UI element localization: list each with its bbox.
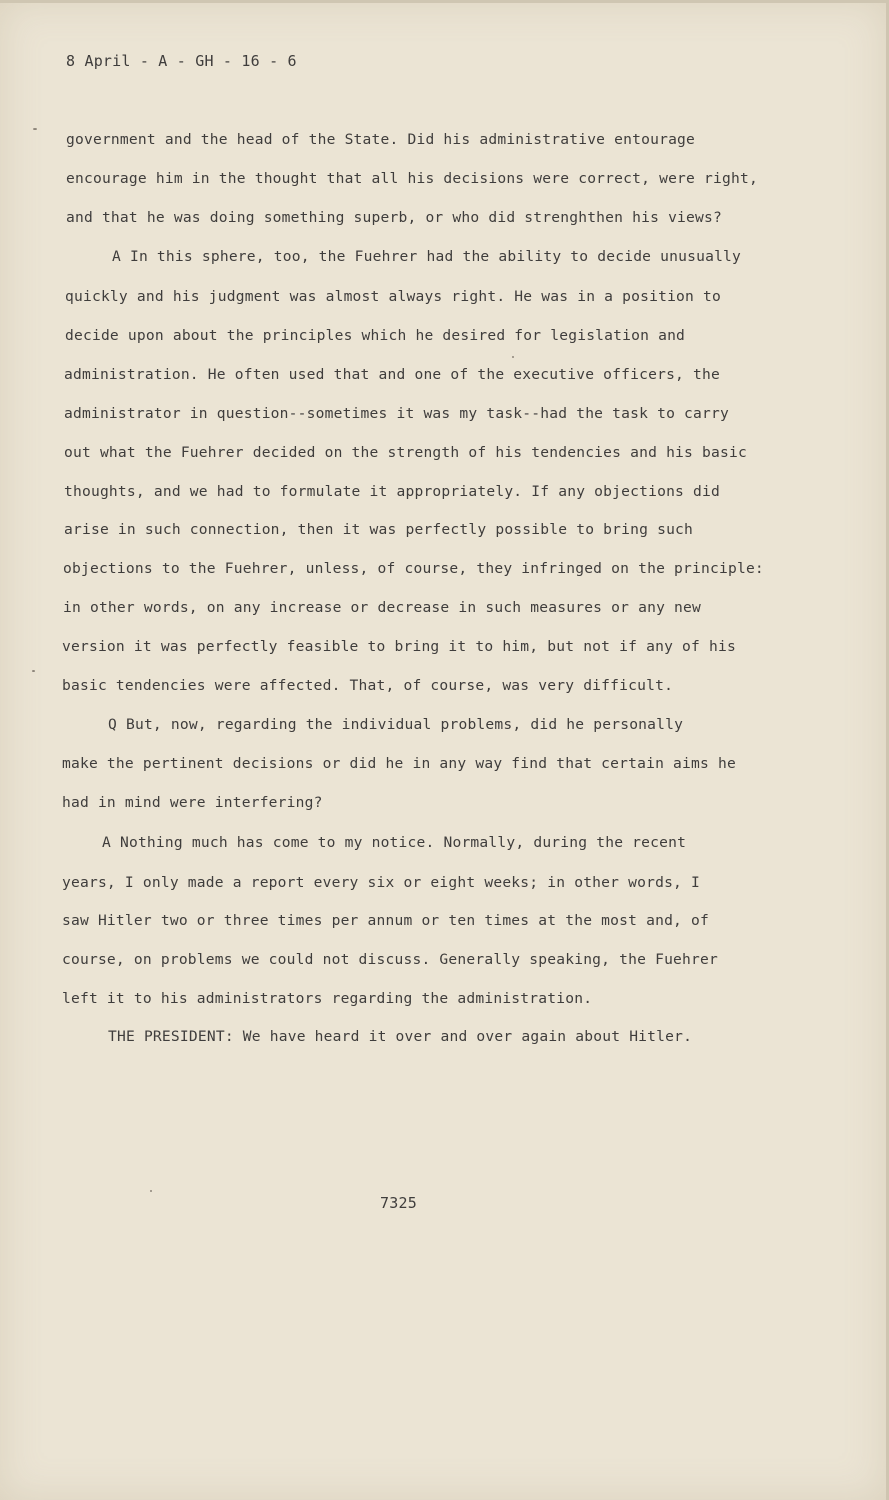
text-line: Q But, now, regarding the individual problems, did he personally — [108, 716, 684, 733]
text-line: administration. He often used that and one of the executive officers, the — [64, 366, 720, 383]
text-line: course, on problems we could not discuss. Generally speaking, the Fuehrer — [62, 951, 718, 968]
text-line: government and the head of the State. Did his administrative entourage — [66, 131, 696, 148]
text-line: years, I only made a report every six or eight weeks; in other words, I — [62, 874, 701, 891]
text-line: had in mind were interfering? — [62, 794, 323, 811]
text-line: THE PRESIDENT: We have heard it over and over again about Hitler. — [108, 1028, 693, 1045]
paper-mark — [32, 670, 35, 672]
page-top-edge — [0, 0, 886, 3]
paper-mark — [150, 1190, 152, 1192]
text-line: arise in such connection, then it was perfectly possible to bring such — [64, 521, 694, 538]
text-line: version it was perfectly feasible to bring it to him, but not if any of his — [62, 638, 736, 655]
text-line: basic tendencies were affected. That, of course, was very difficult. — [62, 677, 674, 694]
text-line: out what the Fuehrer decided on the strength of his tendencies and his basic — [64, 444, 747, 461]
paper-mark — [512, 356, 514, 358]
text-line: objections to the Fuehrer, unless, of course, they infringed on the principle: — [63, 560, 764, 577]
text-line: A In this sphere, too, the Fuehrer had the ability to decide unusually — [112, 248, 742, 265]
text-line: thoughts, and we had to formulate it appropriately. If any objections did — [64, 483, 720, 500]
text-line: saw Hitler two or three times per annum or ten times at the most and, of — [62, 912, 710, 929]
text-line: administrator in question--sometimes it was my task--had the task to carry — [64, 405, 729, 422]
text-line: A Nothing much has come to my notice. Normally, during the recent — [102, 834, 687, 851]
text-line: and that he was doing something superb, or who did strenghthen his views? — [66, 209, 722, 226]
text-line: make the pertinent decisions or did he in any way find that certain aims he — [62, 755, 736, 772]
text-line: in other words, on any increase or decrease in such measures or any new — [63, 599, 702, 616]
text-line: decide upon about the principles which he desired for legislation and — [65, 327, 686, 344]
paper-mark — [33, 128, 37, 130]
text-line: encourage him in the thought that all his decisions were correct, were right, — [66, 170, 758, 187]
page-number: 7325 — [380, 1194, 417, 1212]
page-header: 8 April - A - GH - 16 - 6 — [66, 52, 297, 70]
text-line: quickly and his judgment was almost always right. He was in a position to — [65, 288, 721, 305]
text-line: left it to his administrators regarding the administration. — [62, 990, 593, 1007]
